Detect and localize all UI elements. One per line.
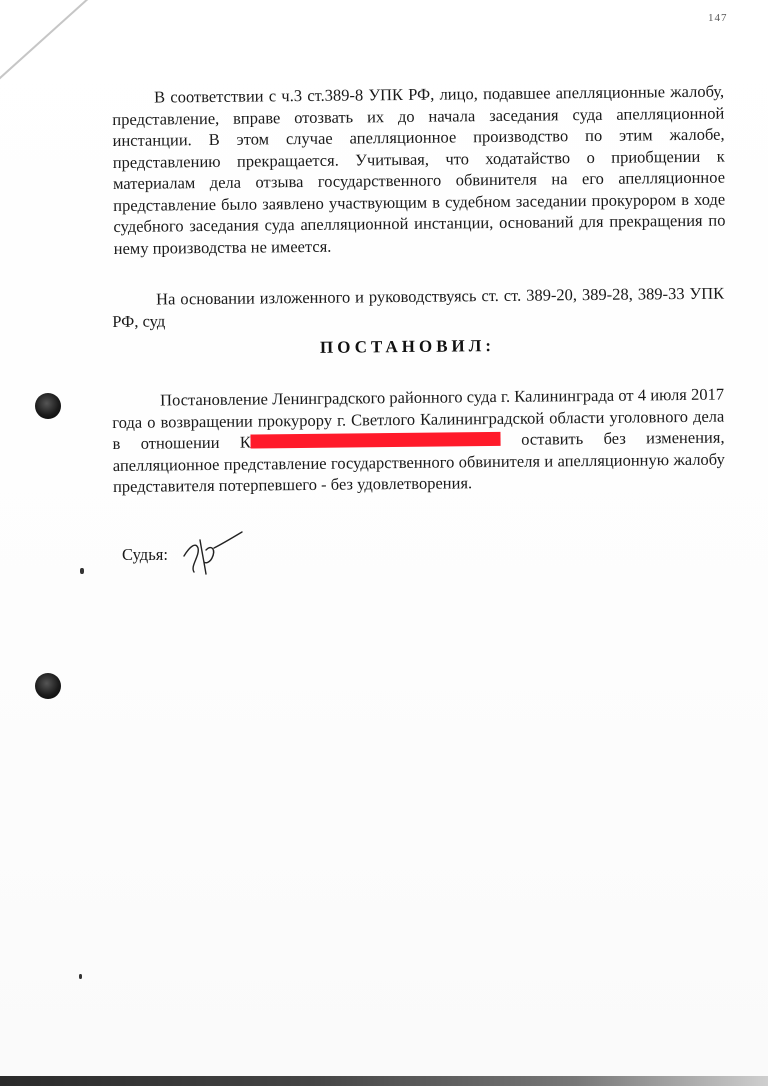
resolution-text-after: оставить без изменения, апелляционное представление государственного обвинителя и апелляционную жалобу представителя потерпевшего - без удовлетворения. xyxy=(112,427,725,496)
scan-speck xyxy=(79,974,82,979)
punch-hole-top xyxy=(35,393,61,419)
scan-fold-line xyxy=(0,0,196,97)
scan-bottom-edge xyxy=(0,1076,768,1086)
page-number: 147 xyxy=(708,12,728,24)
paragraph-legal-basis: На основании изложенного и руководствуясь ст. ст. 389-20, 389-28, 389-33 УПК РФ, суд xyxy=(112,283,725,330)
judge-label: Судья: xyxy=(122,545,168,564)
resolution-heading: ПОСТАНОВИЛ: xyxy=(319,336,496,357)
redaction-bar xyxy=(251,431,501,448)
paragraph-resolution xyxy=(112,383,725,497)
punch-hole-bottom xyxy=(35,673,61,699)
resolution-text-before: Постановление Ленинградского районного суда г. Калининграда от 4 июля 2017 года о возвращении прокурору г. Светлого Калининградской области уголовного дела в отношении К xyxy=(112,384,725,453)
scan-speck xyxy=(80,568,84,574)
paragraph-appeal-withdrawal: В соответствии с ч.3 ст.389-8 УПК РФ, лицо, подавшее апелляционные жалобу, представление, вправе отозвать их до начала заседания суда апелляционной инстанции. В этом случае апелляционное производство по этим жалобе, представлению прекращается. Учитывая, что ходатайство о приобщении к материалам дела отзыва государственного обвинителя на его апелляционное представление было заявлено участвующим в судебном заседании прокурором в ходе судебного заседания суда апелляционной инстанции, оснований для прекращения по нему производства не имеется. xyxy=(112,81,726,257)
judge-signature xyxy=(176,528,246,578)
